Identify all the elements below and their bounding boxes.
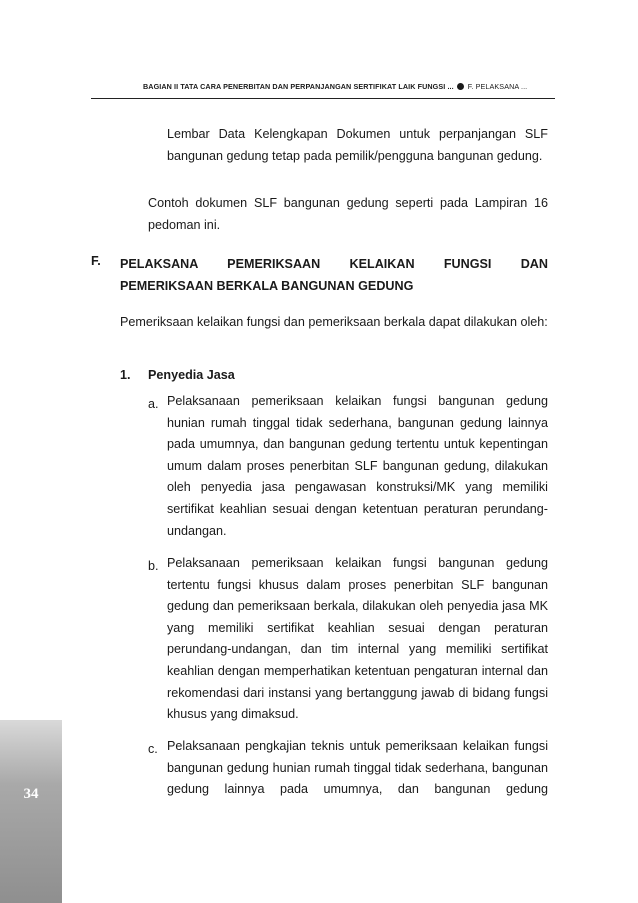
item-title: Penyedia Jasa bbox=[148, 368, 235, 382]
section-title-line1: PELAKSANA PEMERIKSAAN KELAIKAN FUNGSI DAN bbox=[120, 257, 548, 271]
page-number: 34 bbox=[23, 786, 39, 802]
section-label: F. bbox=[91, 254, 101, 268]
header-chapter-title: BAGIAN II TATA CARA PENERBITAN DAN PERPANJANGAN SERTIFIKAT LAIK FUNGSI ... bbox=[143, 82, 454, 91]
subitem-b-label: b. bbox=[148, 559, 159, 573]
section-title-line2: PEMERIKSAAN BERKALA BANGUNAN GEDUNG bbox=[120, 279, 414, 293]
paragraph-example: Contoh dokumen SLF bangunan gedung seperti pada Lampiran 16 pedoman ini. bbox=[148, 196, 548, 232]
section-intro: Pemeriksaan kelaikan fungsi dan pemeriksaan berkala dapat dilakukan oleh: bbox=[120, 315, 548, 329]
header-next-section: F. PELAKSANA ... bbox=[467, 82, 528, 91]
subitem-c-text: Pelaksanaan pengkajian teknis untuk pemeriksaan kelaikan fungsi bangunan gedung hunian rumah tinggal tidak sederhana, bangunan gedung lainnya pada umumnya, dan bangunan gedung bbox=[167, 739, 548, 797]
header-rule bbox=[91, 98, 555, 99]
item-number: 1. bbox=[120, 368, 131, 382]
subitem-a-label: a. bbox=[148, 397, 159, 411]
paragraph-intro: Lembar Data Kelengkapan Dokumen untuk perpanjangan SLF bangunan gedung tetap pada pemilik/pengguna bangunan gedung. bbox=[167, 127, 548, 163]
page-sidebar-tab bbox=[0, 720, 62, 903]
subitem-c-label: c. bbox=[148, 742, 158, 756]
running-header bbox=[143, 82, 553, 91]
subitem-b-text: Pelaksanaan pemeriksaan kelaikan fungsi bangunan gedung tertentu fungsi khusus dalam proses penerbitan SLF bangunan gedung dan pemeriksaan berkala, dilakukan oleh penyedia jasa MK yang memiliki sertifikat keahlian sesuai dengan peraturan perundang-undangan, dan tim internal yang memiliki sertifikat keahlian dengan memperhatikan ketentuan pengaturan internal dan rekomendasi dari instansi yang bertanggung jawab di bidang fungsi khusus yang dimaksud. bbox=[167, 556, 548, 722]
bullet-dot-icon bbox=[457, 83, 464, 90]
subitem-a-text: Pelaksanaan pemeriksaan kelaikan fungsi bangunan gedung hunian rumah tinggal tidak sederhana, bangunan gedung lainnya pada umumnya, dan bangunan gedung tertentu untuk kepentingan umum dalam proses penerbitan SLF bangunan gedung, dilakukan oleh penyedia jasa pengawasan konstruksi/MK yang memiliki sertifikat keahlian sesuai dengan ketentuan peraturan perundang-undangan. bbox=[167, 394, 548, 538]
